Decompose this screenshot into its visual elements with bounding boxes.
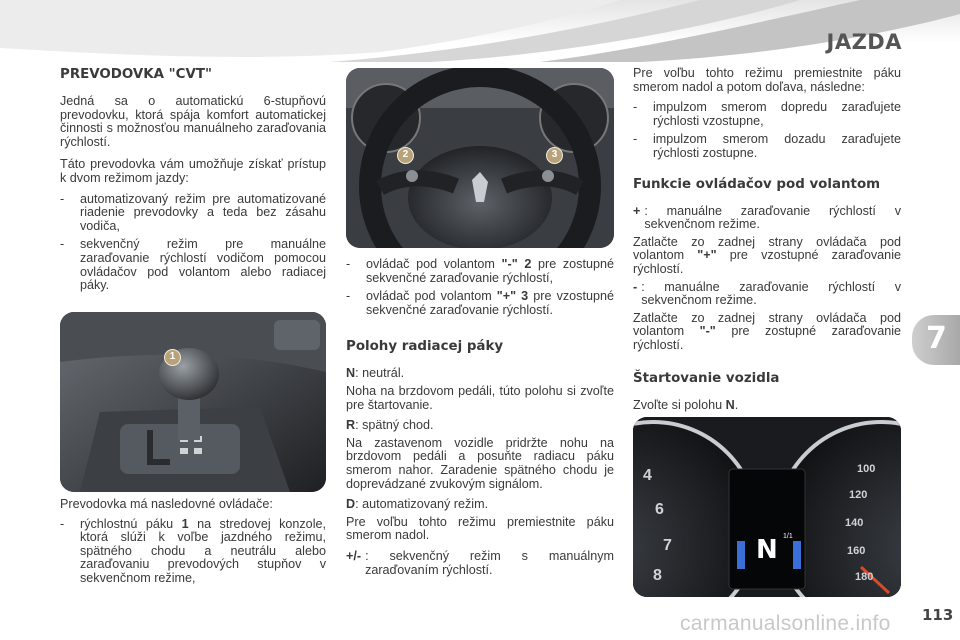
- gauge-number: 6: [655, 501, 664, 518]
- paragraph: Táto prevodovka vám umožňuje získať prístup k dvom režimom jazdy:: [60, 157, 326, 185]
- section-heading-cvt: PREVODOVKA "CVT": [60, 67, 212, 82]
- instrument-cluster-photo: [633, 417, 901, 597]
- gauge-number: 100: [857, 463, 876, 475]
- paragraph: Zatlačte zo zadnej strany ovládača pod volantom "+" pre vzostupné zaraďovanie rýchlostí.: [633, 234, 901, 276]
- gear-indicator: N: [756, 535, 778, 565]
- paragraph: Na zastavenom vozidle pridržte nohu na brzdovom pedáli a posuňte radiacu páku smerom nahor. Zaradenie spätného chodu je doprevádzané zvukovým signálom.: [346, 435, 614, 491]
- steering-wheel-photo: [346, 68, 614, 248]
- callout-badge-2: 2: [397, 147, 414, 164]
- chapter-number: 7: [926, 321, 947, 356]
- list-item: - automatizovaný režim pre automatizované riadenie prevodovky a teda bez zásahu vodiča,: [60, 193, 326, 234]
- list-item: - ovládač pod volantom "-" 2 pre zostupné sekvenčné zaraďovanie rýchlostí,: [346, 258, 614, 285]
- gauge-number: 120: [849, 489, 868, 501]
- paragraph: Zvoľte si polohu N.: [633, 397, 739, 412]
- gauge-number: 8: [653, 567, 662, 584]
- chapter-title: JAZDA: [826, 30, 902, 54]
- gear-lever-photo: [60, 312, 326, 492]
- header-swoosh: [0, 0, 960, 62]
- chapter-tab: [912, 315, 960, 365]
- list-item: - sekvenčný režim pre manuálne zaraďovanie rýchlostí vodičom pomocou ovládačov pod volantom alebo radiacej páky.: [60, 238, 326, 292]
- gauge-number: 180: [855, 571, 874, 583]
- paragraph: D: automatizovaný režim.: [346, 497, 489, 512]
- gauge-number: 140: [845, 517, 864, 529]
- column-3: [633, 67, 901, 419]
- gauge-number: 160: [847, 545, 866, 557]
- list-item: - impulzom smerom dopredu zaraďujete rýchlosti vzostupne,: [633, 101, 901, 128]
- page-number: 113: [922, 606, 954, 624]
- controls-list: [60, 518, 326, 586]
- paragraph: Pre voľbu tohto režimu premiestnite páku smerom nadol.: [346, 514, 614, 543]
- gear-ratio: 1/1: [783, 533, 793, 540]
- paragraph: Prevodovka má nasledovné ovládače:: [60, 497, 273, 511]
- column-1-bottom: [60, 498, 326, 591]
- paragraph: N: neutrál.: [346, 366, 405, 381]
- paragraph: Pre voľbu tohto režimu premiestnite páku smerom nadol a potom doľava, následne:: [633, 66, 901, 94]
- section-heading-lever-positions: Polohy radiacej páky: [346, 339, 504, 355]
- paragraph: - : manuálne zaraďovanie rýchlostí v sekvenčnom režime.: [633, 279, 901, 308]
- column-1-top: [60, 67, 326, 298]
- page-header: [0, 0, 960, 62]
- gauge-number: 7: [663, 537, 672, 554]
- callout-badge-1: 1: [164, 349, 181, 366]
- list-item: - impulzom smerom dozadu zaraďujete rýchlosti zostupne.: [633, 133, 901, 160]
- paragraph: +/- : sekvenčný režim s manuálnym zaraďovaním rýchlostí.: [346, 548, 614, 577]
- paragraph: R: spätný chod.: [346, 418, 434, 433]
- paragraph: + : manuálne zaraďovanie rýchlostí v sekvenčnom režime.: [633, 203, 901, 232]
- paragraph: Jedná sa o automatickú 6-stupňovú prevodovku, ktorá spája komfort automatickej činnosti s možnosťou manuálneho zaraďovania rýchlostí.: [60, 94, 326, 149]
- watermark: carmanualsonline.info: [680, 612, 891, 635]
- section-heading-starting: Štartovanie vozidla: [633, 370, 780, 386]
- section-heading-paddle-functions: Funkcie ovládačov pod volantom: [633, 176, 881, 192]
- gauge-number: 4: [643, 467, 652, 484]
- paddle-list: [346, 258, 614, 317]
- column-2: [346, 258, 614, 584]
- list-item: - rýchlostnú páku 1 na stredovej konzole, ktorá slúži k voľbe jazdného režimu, spätného chodu a neutrálu alebo zaraďovaniu prevodových stupňov v sekvenčnom režime,: [60, 518, 326, 586]
- paragraph: Zatlačte zo zadnej strany ovládača pod volantom "-" pre zostupné zaraďovanie rýchlostí.: [633, 310, 902, 352]
- drive-modes-list: [60, 193, 326, 293]
- paragraph: Noha na brzdovom pedáli, túto polohu si zvoľte pre štartovanie.: [346, 383, 614, 412]
- callout-badge-3: 3: [546, 147, 563, 164]
- callout-ref: 1: [181, 516, 189, 531]
- sequential-list: [633, 101, 901, 160]
- list-item: - ovládač pod volantom "+" 3 pre vzostupné sekvenčné zaraďovanie rýchlostí.: [346, 290, 614, 317]
